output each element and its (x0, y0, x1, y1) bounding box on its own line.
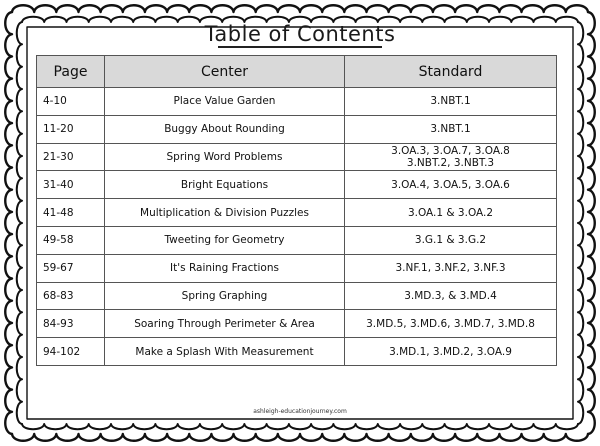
table-header-row (37, 56, 557, 88)
center-name-cell: Make a Splash With Measurement (105, 338, 345, 366)
standard-cell: 3.NBT.1 (345, 88, 557, 116)
standard-cell: 3.OA.3, 3.OA.7, 3.OA.8 3.NBT.2, 3.NBT.3 (345, 143, 557, 171)
standard-cell: 3.G.1 & 3.G.2 (345, 226, 557, 254)
table-row (37, 254, 557, 282)
table-row (37, 143, 557, 171)
standard-cell: 3.MD.1, 3.MD.2, 3.OA.9 (345, 338, 557, 366)
page-range-cell: 31-40 (37, 171, 105, 199)
center-name-cell: Spring Graphing (105, 282, 345, 310)
table-row (37, 88, 557, 116)
standard-cell: 3.OA.1 & 3.OA.2 (345, 199, 557, 227)
table-of-contents (36, 55, 557, 366)
center-name-cell: Spring Word Problems (105, 143, 345, 171)
footer-website: ashleigh-educationjourney.com (253, 408, 347, 415)
table-row (37, 199, 557, 227)
page-range-cell: 84-93 (37, 310, 105, 338)
title-underline (218, 46, 382, 48)
table-row (37, 171, 557, 199)
page-range-cell: 49-58 (37, 226, 105, 254)
column-header-standard: Standard (345, 56, 557, 88)
standard-cell: 3.MD.5, 3.MD.6, 3.MD.7, 3.MD.8 (345, 310, 557, 338)
page-title: Table of Contents (204, 22, 396, 46)
page-range-cell: 68-83 (37, 282, 105, 310)
page-range-cell: 21-30 (37, 143, 105, 171)
center-name-cell: It's Raining Fractions (105, 254, 345, 282)
table-row (37, 310, 557, 338)
page-range-cell: 94-102 (37, 338, 105, 366)
center-name-cell: Soaring Through Perimeter & Area (105, 310, 345, 338)
table-row (37, 282, 557, 310)
column-header-center: Center (105, 56, 345, 88)
standard-cell: 3.OA.4, 3.OA.5, 3.OA.6 (345, 171, 557, 199)
page-range-cell: 11-20 (37, 115, 105, 143)
table-row (37, 338, 557, 366)
page-range-cell: 4-10 (37, 88, 105, 116)
table-row (37, 115, 557, 143)
standard-cell: 3.MD.3, & 3.MD.4 (345, 282, 557, 310)
standard-cell: 3.NBT.1 (345, 115, 557, 143)
standard-cell: 3.NF.1, 3.NF.2, 3.NF.3 (345, 254, 557, 282)
center-name-cell: Place Value Garden (105, 88, 345, 116)
center-name-cell: Buggy About Rounding (105, 115, 345, 143)
center-name-cell: Bright Equations (105, 171, 345, 199)
page-range-cell: 59-67 (37, 254, 105, 282)
center-name-cell: Tweeting for Geometry (105, 226, 345, 254)
center-name-cell: Multiplication & Division Puzzles (105, 199, 345, 227)
page-range-cell: 41-48 (37, 199, 105, 227)
column-header-page: Page (37, 56, 105, 88)
table-row (37, 226, 557, 254)
